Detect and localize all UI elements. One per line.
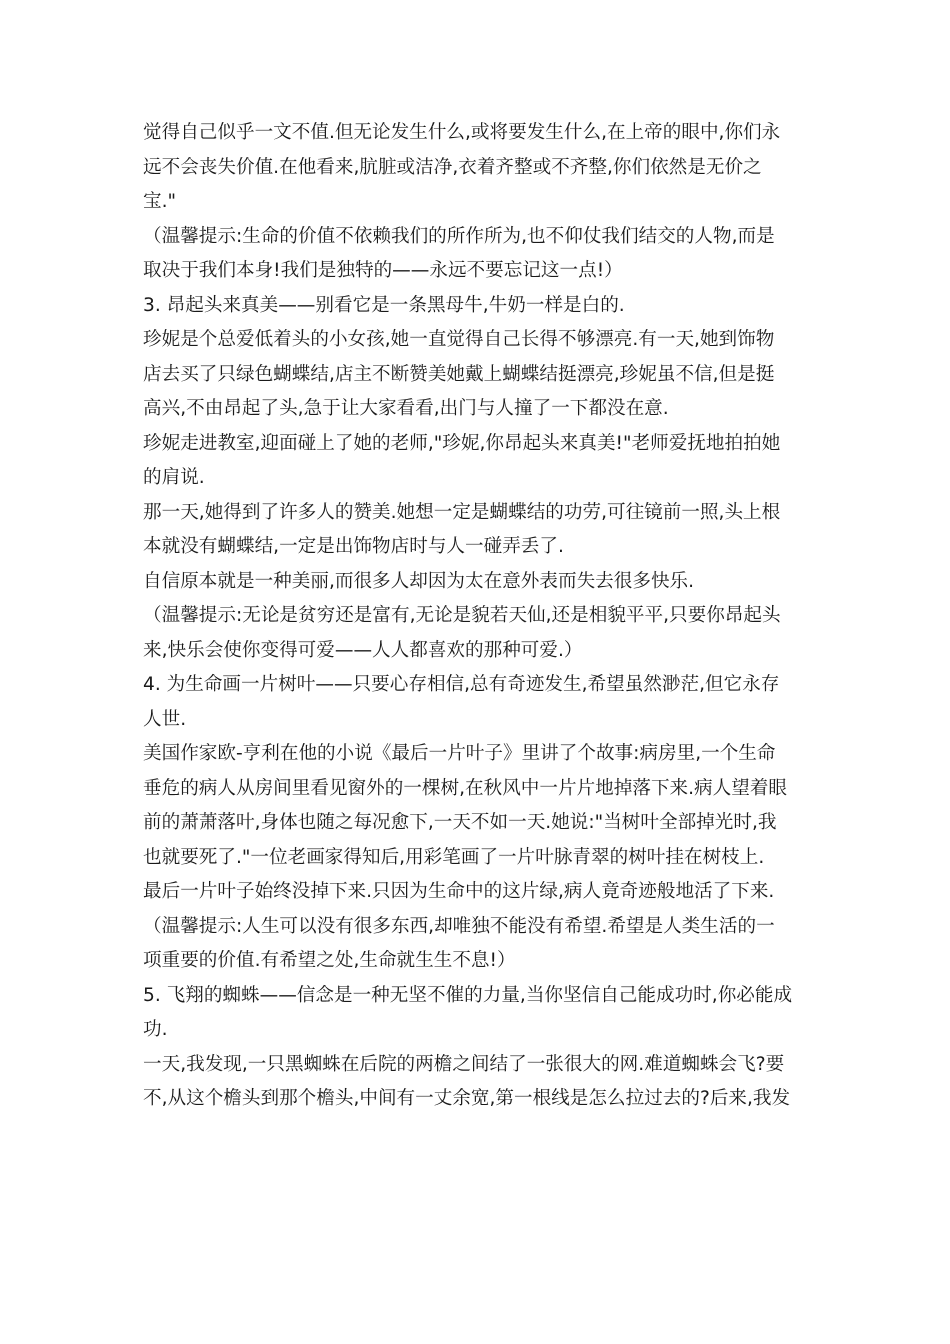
text-line: 珍妮走进教室,迎面碰上了她的老师,"珍妮,你昂起头来真美!"老师爱抚地拍拍她 [143, 432, 781, 454]
text-line: 最后一片叶子始终没掉下来.只因为生命中的这片绿,病人竟奇迹般地活了下来. [143, 881, 775, 902]
section-heading: 功. [143, 1019, 168, 1040]
text-line: 垂危的病人从房间里看见窗外的一棵树,在秋风中一片片地掉落下来.病人望着眼 [143, 777, 788, 799]
tip-line: （温馨提示:无论是贫穷还是富有,无论是貌若天仙,还是相貌平平,只要你昂起头 [143, 605, 781, 626]
text-line: 一天,我发现,一只黑蜘蛛在后院的两檐之间结了一张很大的网.难道蜘蛛会飞?要 [143, 1053, 785, 1075]
tip-line: 来,快乐会使你变得可爱——人人都喜欢的那种可爱.） [143, 639, 583, 661]
tip-line: （温馨提示:人生可以没有很多东西,却唯独不能没有希望.希望是人类生活的一 [143, 915, 775, 937]
section-heading: 3. 昂起头来真美——别看它是一条黑母牛,牛奶一样是白的. [143, 294, 625, 316]
tip-line: （温馨提示:生命的价值不依赖我们的所作所为,也不仰仗我们结交的人物,而是 [143, 225, 775, 247]
text-line: 不,从这个檐头到那个檐头,中间有一丈余宽,第一根线是怎么拉过去的?后来,我发 [143, 1088, 791, 1109]
text-line: 前的萧萧落叶,身体也随之每况愈下,一天不如一天.她说:"当树叶全部掉光时,我 [143, 812, 777, 833]
tip-line: 取决于我们本身!我们是独特的——永远不要忘记这一点!） [143, 260, 623, 281]
text-line: 的肩说. [143, 467, 205, 488]
section-heading: 5. 飞翔的蜘蛛——信念是一种无坚不催的力量,当你坚信自己能成功时,你必能成 [143, 984, 793, 1006]
text-line: 觉得自己似乎一文不值.但无论发生什么,或将要发生什么,在上帝的眼中,你们永 [143, 122, 781, 143]
section-heading: 4. 为生命画一片树叶——只要心存相信,总有奇迹发生,希望虽然渺茫,但它永存 [143, 674, 780, 695]
tip-line: 项重要的价值.有希望之处,生命就生生不息!） [143, 950, 516, 971]
text-line: 美国作家欧-亨利在他的小说《最后一片叶子》里讲了个故事:病房里,一个生命 [143, 743, 776, 764]
text-line: 远不会丧失价值.在他看来,肮脏或洁净,衣着齐整或不齐整,你们依然是无价之 [143, 156, 762, 178]
text-line: 也就要死了."一位老画家得知后,用彩笔画了一片叶脉青翠的树叶挂在树枝上. [143, 846, 765, 868]
text-line: 宝." [143, 191, 177, 212]
section-heading: 人世. [143, 708, 187, 730]
text-line: 自信原本就是一种美丽,而很多人却因为太在意外表而失去很多快乐. [143, 570, 695, 592]
text-line: 珍妮是个总爱低着头的小女孩,她一直觉得自己长得不够漂亮.有一天,她到饰物 [143, 329, 775, 350]
text-line: 那一天,她得到了许多人的赞美.她想一定是蝴蝶结的功劳,可往镜前一照,头上根 [143, 501, 781, 523]
text-line: 本就没有蝴蝶结,一定是出饰物店时与人一碰弄丢了. [143, 536, 564, 557]
text-line: 高兴,不由昂起了头,急于让大家看看,出门与人撞了一下都没在意. [143, 398, 669, 419]
document-page [143, 116, 807, 1117]
text-line: 店去买了只绿色蝴蝶结,店主不断赞美她戴上蝴蝶结挺漂亮,珍妮虽不信,但是挺 [143, 363, 775, 385]
